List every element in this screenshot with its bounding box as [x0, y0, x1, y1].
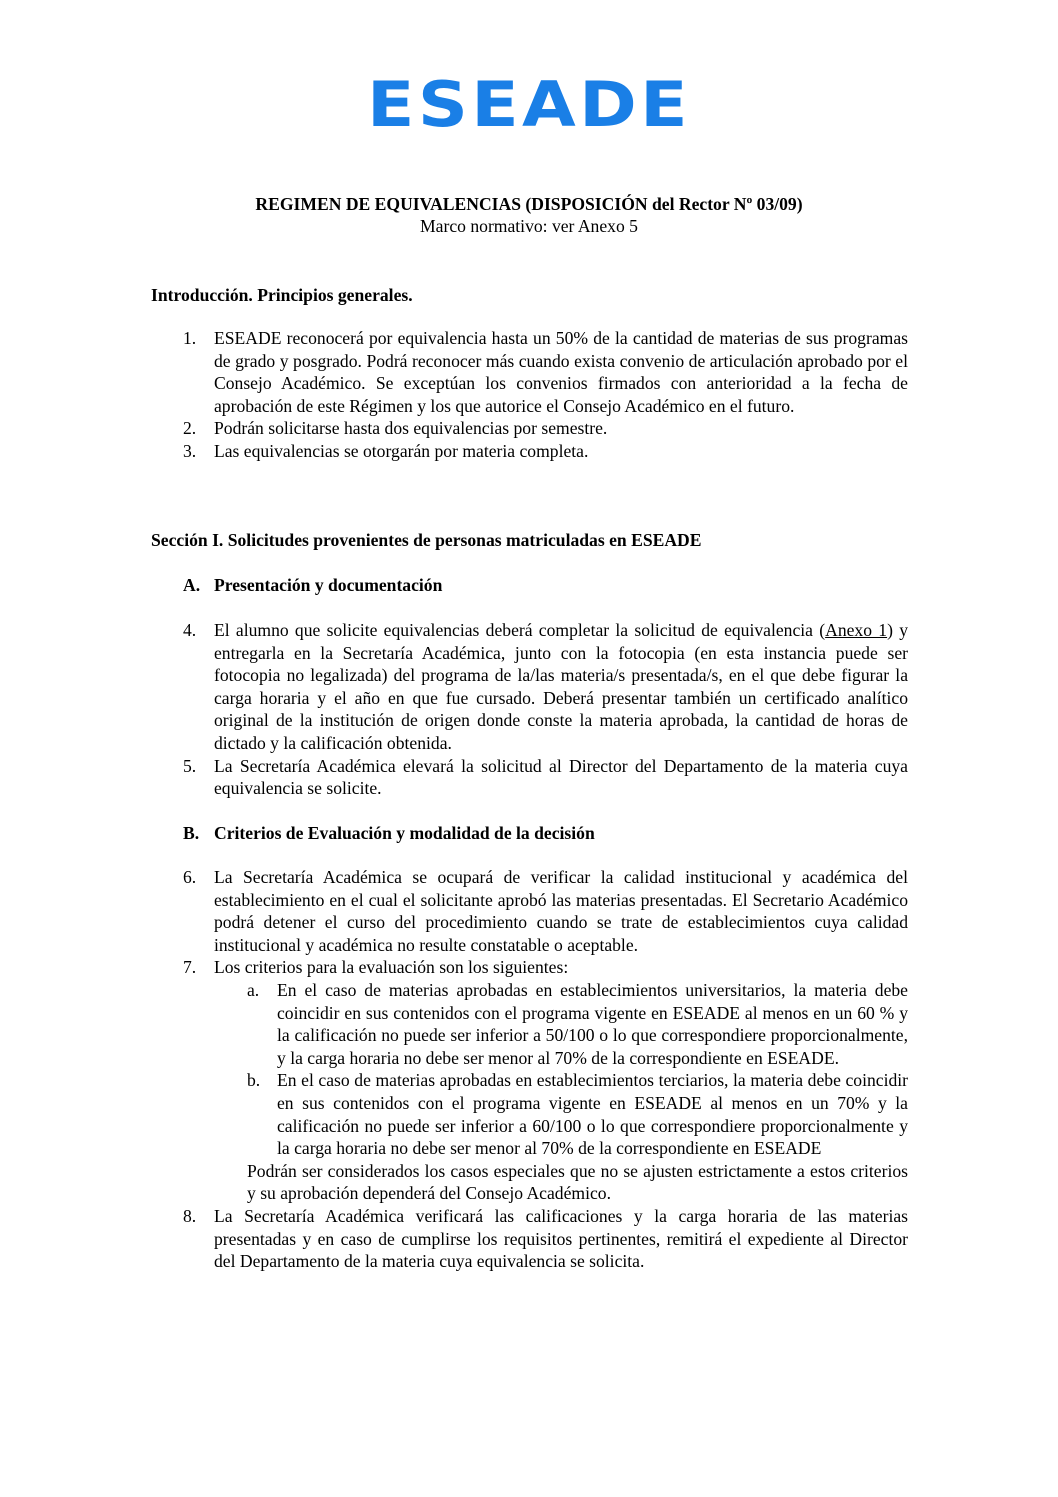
list-item: [183, 956, 908, 1205]
list-item: [183, 440, 908, 463]
list-item: [183, 866, 908, 956]
item-number: 7.: [183, 957, 197, 978]
item-text: ESEADE reconocerá por equivalencia hasta un 50% de la cantidad de materias de sus programas de grado y posgrado. Podrá reconocer más cuando exista convenio de articulación aprobado por el Consejo Académico. Se exceptúan los convenios firmados con anterioridad a la fecha de aprobación de este Régimen y los que autorice el Consejo Académico en el futuro.: [214, 328, 908, 416]
subsection-b-heading: [183, 822, 595, 845]
item-text: Podrán solicitarse hasta dos equivalencias por semestre.: [214, 418, 608, 439]
list-item: [183, 327, 908, 417]
item-number: 6.: [183, 867, 197, 887]
document-title: REGIMEN DE EQUIVALENCIAS (DISPOSICIÓN del Rector Nº 03/09): [255, 194, 803, 214]
subitem-letter: a.: [247, 979, 260, 1000]
item-text: Los criterios para la evaluación son los siguientes:: [214, 957, 569, 978]
subsection-b-list: [183, 866, 908, 1273]
item-number: 8.: [183, 1205, 197, 1226]
section1-heading: Sección I. Solicitudes provenientes de personas matriculadas en ESEADE: [151, 530, 702, 550]
criteria-sublist: [214, 979, 908, 1160]
subsection-title: Criterios de Evaluación y modalidad de la decisión: [214, 823, 595, 843]
list-item: [183, 619, 908, 755]
intro-heading: Introducción. Principios generales.: [151, 285, 413, 305]
subsection-a-list: [183, 619, 908, 800]
criteria-note: Podrán ser considerados los casos especiales que no se ajusten estrictamente a estos criterios y su aprobación dependerá del Consejo Académico.: [247, 1160, 908, 1204]
sublist-item: [247, 1069, 908, 1159]
item-number: 4.: [183, 620, 197, 640]
item-number: 3.: [183, 440, 197, 461]
subitem-text: En el caso de materias aprobadas en establecimientos terciarios, la materia debe coincidir en sus contenidos con el programa vigente en ESEADE al menos en un 70% y la calificación no puede ser inferior a 60/100 o lo que correspondiere proporcionalmente y la carga horaria no debe ser menor al 70% de la correspondiente en ESEADE: [277, 1070, 908, 1159]
item-text-pre: El alumno que solicite equivalencias deberá completar la solicitud de equivalencia (: [214, 620, 826, 640]
document-subtitle: Marco normativo: ver Anexo 5: [420, 216, 638, 236]
list-item: [183, 417, 908, 440]
item-text-post: ) y entregarla en la Secretaría Académica, junto con la fotocopia (en esta instancia puede ser fotocopia no legalizada) del programa de la/las materia/s presentada/s, en el que debe figurar la carga horaria y el año en que fue cursado. Deberá presentar también un certificado analítico original de la institución de origen donde conste la materia aprobada, la cantidad de horas de dictado y la calificación obtenida.: [214, 620, 908, 753]
item-number: 1.: [183, 328, 197, 348]
list-item: [183, 755, 908, 800]
item-text: La Secretaría Académica elevará la solicitud al Director del Departamento de la materia cuya equivalencia se solicite.: [214, 755, 908, 799]
subsection-a-heading: [183, 574, 442, 597]
item-text: Las equivalencias se otorgarán por materia completa.: [214, 440, 589, 461]
sublist-item: [247, 979, 908, 1069]
subitem-letter: b.: [247, 1070, 261, 1091]
subsection-mark: B.: [183, 823, 200, 843]
item-number: 2.: [183, 418, 197, 439]
intro-list: [183, 327, 908, 463]
item-text: La Secretaría Académica verificará las calificaciones y la carga horaria de las materias presentadas y en caso de cumplirse los requisitos pertinentes, remitirá el expediente al Director del Departamento de la materia cuya equivalencia se solicita.: [214, 1205, 908, 1272]
item-number: 5.: [183, 755, 197, 776]
subsection-mark: A.: [183, 575, 201, 595]
subitem-text: En el caso de materias aprobadas en establecimientos universitarios, la materia debe coincidir en sus contenidos con el programa vigente en ESEADE al menos en un 60 % y la calificación no puede ser inferior a 50/100 o lo que correspondiere proporcionalmente, y la carga horaria no debe ser menor al 70% de la correspondiente en ESEADE.: [277, 979, 908, 1068]
subsection-title: Presentación y documentación: [214, 575, 443, 595]
item-text: La Secretaría Académica se ocupará de verificar la calidad institucional y académica del establecimiento en el cual el solicitante aprobó las materias presentadas. El Secretario Académico podrá detener el curso del procedimiento cuando se trate de establecimientos cuya calidad institucional y académica no resulte constatable o aceptable.: [214, 867, 908, 955]
eseade-logo: ESEADE: [367, 68, 691, 141]
anexo-1-link[interactable]: Anexo 1: [825, 620, 888, 640]
list-item: [183, 1205, 908, 1273]
